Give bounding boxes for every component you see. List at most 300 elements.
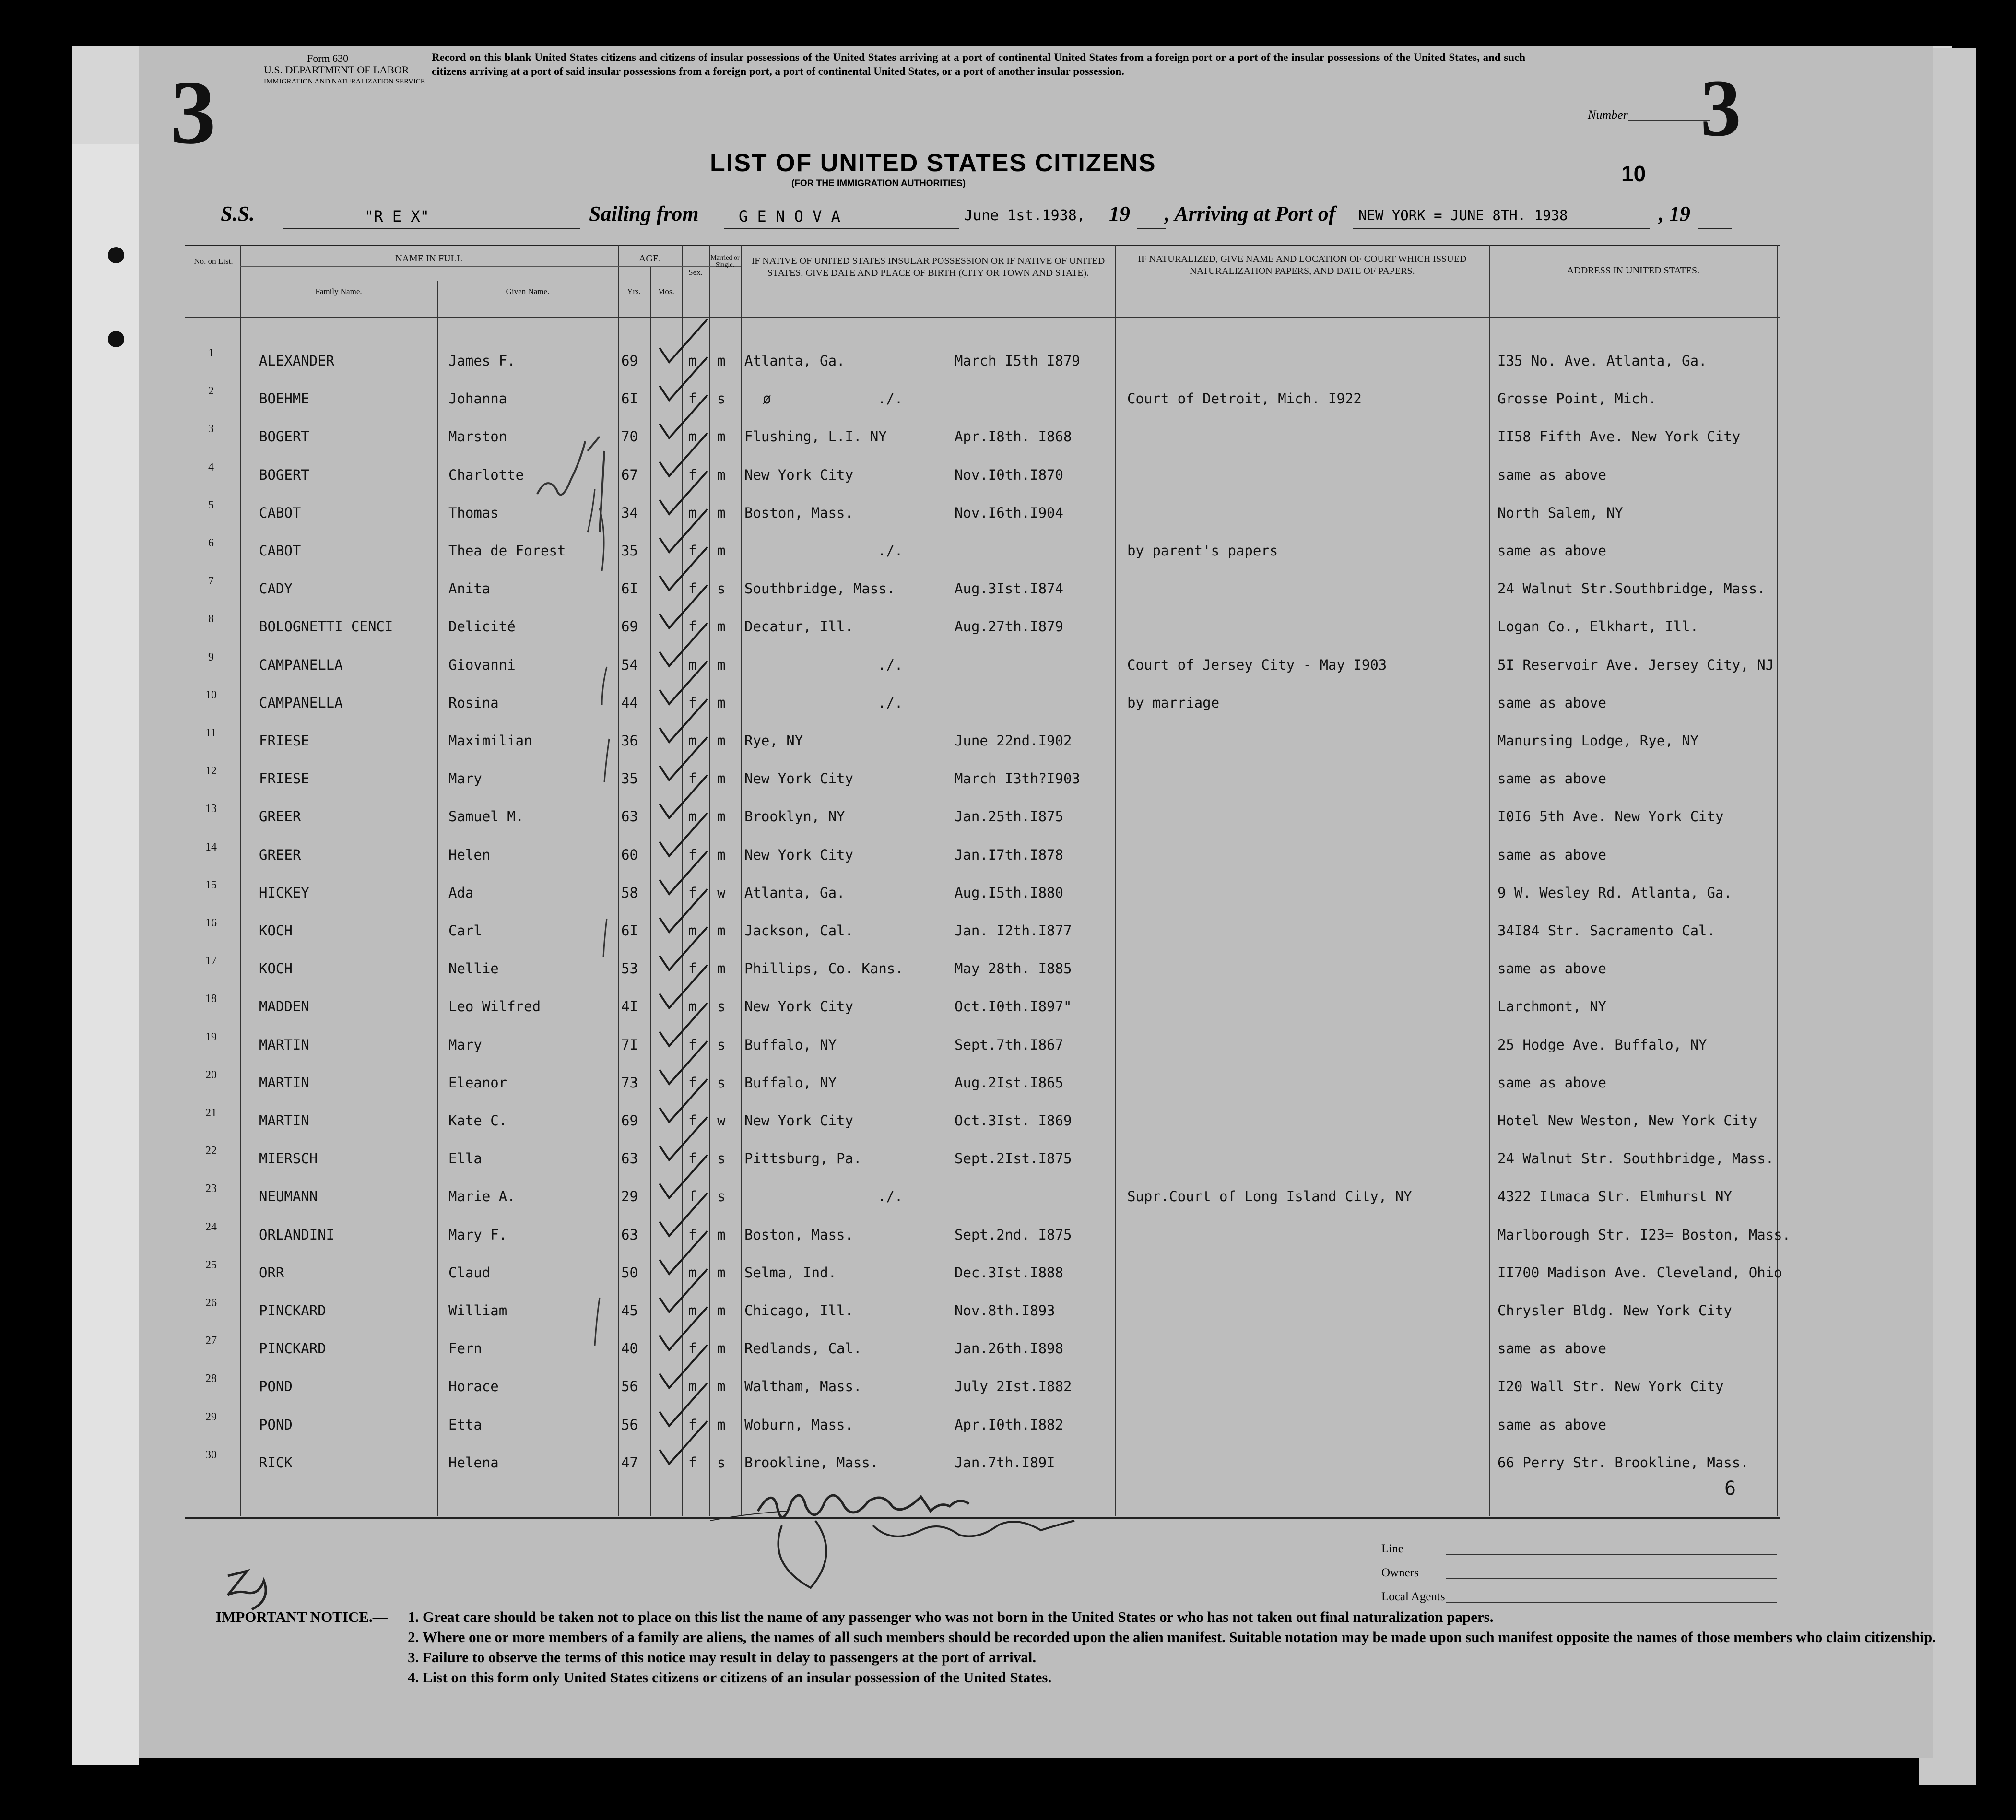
age-years: 6I [621,580,638,597]
birth-date: Jan.25th.I875 [955,808,1063,825]
line-label: Line [1381,1542,1403,1555]
year-prefix-1: 19 [1109,202,1130,225]
birth-place: New York City [744,998,853,1015]
form-number: Form 630 [307,52,349,64]
record-instructions: Record on this blank United States citizens and citizens of insular possessions of the United States arriving at a port of continental United States from a foreign port or a port of the insular possessions of the United States, and such citizens arriving at a port of said insular possessions from a foreign port, a port of continental United States, or a port of another insular possession. [432,51,1525,77]
age-years: 7I [621,1036,638,1053]
age-years: 60 [621,846,638,863]
col-given-name: Given Name. [506,287,550,296]
birth-place: Atlanta, Ga. [744,884,845,901]
address: I20 Wall Str. New York City [1497,1378,1724,1395]
birth-place: Phillips, Co. Kans. [744,960,904,977]
column-divider [741,245,742,1516]
check-mark [660,585,707,628]
birth-place: Buffalo, NY [744,1036,837,1053]
birth-date: Sept.2Ist.I875 [955,1150,1072,1167]
birth-date: Aug.27th.I879 [955,618,1063,635]
address: I35 No. Ave. Atlanta, Ga. [1497,353,1707,369]
row-number: 5 [208,498,214,511]
check-mark [660,1003,707,1046]
check-mark [660,1041,707,1084]
naturalization: Court of Jersey City - May I903 [1127,656,1387,673]
family-name: FRIESE [259,733,309,749]
given-name: Nellie [448,960,499,977]
row-number: 3 [208,423,214,436]
sex: m [688,1302,697,1319]
sex: m [688,808,697,825]
birth-date: Nov.I6th.I904 [955,504,1063,521]
service-name: IMMIGRATION AND NATURALIZATION SERVICE [264,78,425,85]
family-name: MARTIN [259,1074,309,1091]
birth-date: Nov.I0th.I870 [955,466,1063,483]
check-mark [660,1307,707,1350]
birth-date: Sept.7th.I867 [955,1036,1063,1053]
sheet-number-left: 3 [170,62,216,163]
punch-hole [108,247,124,263]
family-name: RICK [259,1454,293,1471]
address: 24 Walnut Str. Southbridge, Mass. [1497,1150,1774,1167]
marital-status: w [717,1112,726,1129]
address: same as above [1497,770,1606,787]
birth-date: Dec.3Ist.I888 [955,1264,1063,1281]
department-name: U.S. DEPARTMENT OF LABOR [264,64,409,76]
age-years: 69 [621,1112,638,1129]
birth-date: ./. [878,390,903,407]
birth-date: Aug.2Ist.I865 [955,1074,1063,1091]
given-name: Marston [448,428,507,445]
signature [710,1468,1142,1612]
page-number: 10 [1621,161,1646,186]
row-number: 15 [205,878,217,891]
address: 34I84 Str. Sacramento Cal. [1497,922,1715,939]
birth-place: New York City [744,466,853,483]
birth-place: Woburn, Mass. [744,1416,853,1433]
row-number: 25 [205,1258,217,1271]
port-from: G E N O V A [739,207,840,225]
check-mark [660,851,707,894]
sex: f [688,1036,697,1053]
row-number: 10 [205,688,217,701]
birth-date: ./. [878,1188,903,1205]
family-name: BOGERT [259,428,309,445]
col-address: ADDRESS IN UNITED STATES. [1567,265,1700,276]
check-mark [660,1231,707,1274]
family-name: MADDEN [259,998,309,1015]
row-number: 8 [208,613,214,626]
address: I0I6 5th Ave. New York City [1497,808,1724,825]
marital-status: m [717,1416,726,1433]
address: Larchmont, NY [1497,998,1606,1015]
marital-status: m [717,960,726,977]
row-number: 16 [205,917,217,929]
ship-underline [283,228,580,229]
age-years: 67 [621,466,638,483]
port-underline [724,228,959,229]
birth-place: Decatur, Ill. [744,618,853,635]
given-name: Mary [448,1036,482,1053]
address: 66 Perry Str. Brookline, Mass. [1497,1454,1749,1471]
birth-date: Sept.2nd. I875 [955,1226,1072,1243]
marital-status: s [717,998,726,1015]
given-name: Thea de Forest [448,543,566,559]
birth-place: New York City [744,846,853,863]
given-name: Thomas [448,504,499,521]
notice-item: 4. List on this form only United States citizens or citizens of an insular possession of the United States. [408,1669,1052,1686]
check-mark [660,357,707,400]
age-years: 40 [621,1340,638,1357]
col-married-single: Married or Single. [710,254,740,269]
address: Logan Co., Elkhart, Ill. [1497,618,1699,635]
col-name-in-full: NAME IN FULL [395,253,462,264]
given-name: Charlotte [448,466,524,483]
family-name: ALEXANDER [259,353,335,369]
header-subdivider [240,266,741,267]
family-name: PINCKARD [259,1302,326,1319]
check-mark [660,1079,707,1122]
naturalization: by parent's papers [1127,543,1278,559]
age-years: 54 [621,656,638,673]
family-name: CADY [259,580,293,597]
family-name: NEUMANN [259,1188,318,1205]
row-number: 12 [205,765,217,778]
sex: f [688,770,697,787]
age-years: 70 [621,428,638,445]
birth-place: New York City [744,1112,853,1129]
col-birth: IF NATIVE OF UNITED STATES INSULAR POSSESSION OR IF NATIVE OF UNITED STATES, GIVE DATE AND PLACE OF BIRTH (CITY OR TOWN AND STATE). [751,256,1105,278]
birth-place: Southbridge, Mass. [744,580,896,597]
column-divider [1489,245,1490,1516]
marital-status: s [717,1150,726,1167]
birth-place: Jackson, Cal. [744,922,853,939]
row-number: 30 [205,1448,217,1461]
check-mark [660,737,707,780]
address: 5I Reservoir Ave. Jersey City, NJ [1497,656,1774,673]
birth-date: July 2Ist.I882 [955,1378,1072,1395]
sex: m [688,353,697,369]
family-name: MIERSCH [259,1150,318,1167]
marital-status: m [717,808,726,825]
given-name: Etta [448,1416,482,1433]
check-mark [660,471,707,514]
address: same as above [1497,466,1606,483]
check-mark [660,433,707,476]
row-number: 29 [205,1410,217,1423]
row-number: 24 [205,1220,217,1233]
page-mark: 6 [1724,1477,1736,1500]
binding-strip [72,144,139,1765]
birth-date: ./. [878,543,903,559]
marital-status: m [717,618,726,635]
marital-status: m [717,1264,726,1281]
sex: f [688,846,697,863]
address: same as above [1497,846,1606,863]
notice-item: 3. Failure to observe the terms of this notice may result in delay to passengers at the port of arrival. [408,1649,1037,1666]
marital-status: s [717,1074,726,1091]
birth-place: Selma, Ind. [744,1264,837,1281]
given-name: Delicité [448,618,516,635]
family-name: BOEHME [259,390,309,407]
agents-underline [1446,1602,1777,1603]
sex: f [688,694,697,711]
birth-place: Rye, NY [744,733,803,749]
col-family-name: Family Name. [315,287,362,296]
given-name: Fern [448,1340,482,1357]
address: same as above [1497,543,1606,559]
column-divider [1115,245,1116,1516]
birth-date: Apr.I8th. I868 [955,428,1072,445]
naturalization: Court of Detroit, Mich. I922 [1127,390,1362,407]
birth-place: Boston, Mass. [744,1226,853,1243]
marital-status: m [717,1340,726,1357]
age-years: 47 [621,1454,638,1471]
row-number: 2 [208,385,214,398]
birth-place: Redlands, Cal. [744,1340,862,1357]
family-name: HICKEY [259,884,309,901]
family-name: POND [259,1416,293,1433]
check-mark [660,1345,707,1388]
family-name: CABOT [259,504,301,521]
birth-date: ./. [878,656,903,673]
birth-date: Oct.I0th.I897" [955,998,1072,1015]
sex: f [688,580,697,597]
address: same as above [1497,694,1606,711]
page-title: LIST OF UNITED STATES CITIZENS [710,149,1156,177]
notice-item: 2. Where one or more members of a family are aliens, the names of all such members should be recorded upon the alien manifest. Suitable notation may be made upon such manifest opposite the names of those members who claim citizenship. [408,1629,1936,1645]
given-name: Mary [448,770,482,787]
address: same as above [1497,1340,1606,1357]
birth-date: June 22nd.I902 [955,733,1072,749]
check-mark [660,1117,707,1160]
birth-place: New York City [744,770,853,787]
check-mark [660,1383,707,1426]
birth-date: Oct.3Ist. I869 [955,1112,1072,1129]
birth-date: March I5th I879 [955,353,1080,369]
year-prefix-2: , 19 [1659,202,1690,225]
age-years: 6I [621,922,638,939]
check-mark [660,927,707,970]
row-number: 18 [205,993,217,1005]
age-years: 36 [621,733,638,749]
address: Hotel New Weston, New York City [1497,1112,1757,1129]
given-name: Anita [448,580,491,597]
row-number: 11 [205,727,217,739]
address: II700 Madison Ave. Cleveland, Ohio [1497,1264,1782,1281]
marital-status: m [717,1378,726,1395]
marital-status: s [717,1454,726,1471]
row-number: 6 [208,537,214,549]
check-mark [660,395,707,438]
given-name: Ada [448,884,474,901]
family-name: CAMPANELLA [259,694,343,711]
agents-label: Local Agents [1381,1590,1445,1603]
age-years: 58 [621,884,638,901]
pencil-bracket [595,504,614,576]
age-years: 6I [621,390,638,407]
marital-status: m [717,504,726,521]
column-divider [1777,245,1778,1516]
form-info [264,53,425,87]
sex: f [688,884,697,901]
birth-place: Waltham, Mass. [744,1378,862,1395]
sex: f [688,1112,697,1129]
sex: f [688,1150,697,1167]
marital-status: m [717,1302,726,1319]
sailing-label: Sailing from [589,202,699,225]
address: 4322 Itmaca Str. Elmhurst NY [1497,1188,1732,1205]
check-mark [660,1421,707,1464]
marital-status: m [717,694,726,711]
marital-status: s [717,390,726,407]
check-mark [660,1193,707,1236]
family-name: MARTIN [259,1036,309,1053]
year-underline-2 [1698,228,1732,229]
birth-place: Atlanta, Ga. [744,353,845,369]
sex: m [688,1378,697,1395]
marital-status: m [717,428,726,445]
given-name: Leo Wilfred [448,998,541,1015]
col-age: AGE. [638,253,661,264]
check-mark [660,661,707,704]
naturalization: by marriage [1127,694,1220,711]
age-years: 73 [621,1074,638,1091]
sex: m [688,1264,697,1281]
marital-status: s [717,1036,726,1053]
birth-date: Jan.7th.I89I [955,1454,1055,1471]
family-name: ORLANDINI [259,1226,335,1243]
row-number: 27 [205,1335,217,1347]
row-number: 22 [205,1145,217,1158]
birth-place: Boston, Mass. [744,504,853,521]
birth-place: ø [763,390,771,407]
row-number: 19 [205,1030,217,1043]
age-years: 63 [621,1226,638,1243]
sex: f [688,1226,697,1243]
marital-status: m [717,1226,726,1243]
age-years: 4I [621,998,638,1015]
pencil-bracket [595,662,614,710]
col-mos: Mos. [658,287,674,296]
col-yrs: Yrs. [627,287,641,296]
address: same as above [1497,960,1606,977]
marital-status: m [717,656,726,673]
given-name: Carl [448,922,482,939]
row-number: 1 [208,347,214,359]
owners-label: Owners [1381,1566,1419,1579]
age-years: 63 [621,808,638,825]
row-number: 4 [208,461,214,473]
date-from: June 1st.1938, [964,207,1085,224]
sex: f [688,466,697,483]
birth-date: Nov.8th.I893 [955,1302,1055,1319]
col-naturalized: IF NATURALIZED, GIVE NAME AND LOCATION OF COURT WHICH ISSUED NATURALIZATION PAPERS, AND DATE OF PAPERS. [1138,254,1467,276]
given-name: Mary F. [448,1226,507,1243]
row-number: 17 [205,955,217,968]
check-mark [660,1155,707,1198]
given-name: Samuel M. [448,808,524,825]
family-name: ORR [259,1264,284,1281]
number-line [1628,120,1710,121]
birth-place: Flushing, L.I. NY [744,428,887,445]
notice-item: 1. Great care should be taken not to place on this list the name of any passenger who was not born in the United States or who has not taken out final naturalization papers. [408,1608,1494,1625]
sex: m [688,998,697,1015]
row-number: 20 [205,1068,217,1081]
given-name: Giovanni [448,656,516,673]
col-no-on-list: No. on List. [194,257,233,266]
family-name: BOLOGNETTI CENCI [259,618,393,635]
given-name: Helen [448,846,491,863]
family-name: CABOT [259,543,301,559]
col-sex: Sex. [688,268,703,277]
age-years: 44 [621,694,638,711]
family-name: PINCKARD [259,1340,326,1357]
check-mark [660,1269,707,1312]
age-years: 56 [621,1378,638,1395]
given-name: Ella [448,1150,482,1167]
column-divider [437,281,438,1516]
check-mark [660,889,707,932]
check-marks [643,317,719,1497]
given-name: James F. [448,353,516,369]
age-years: 50 [621,1264,638,1281]
marital-status: m [717,353,726,369]
given-name: Eleanor [448,1074,507,1091]
check-mark [660,775,707,818]
check-mark [660,699,707,742]
row-number: 7 [208,575,214,588]
birth-date: ./. [878,694,903,711]
sex: m [688,922,697,939]
pencil-bracket [588,1293,607,1350]
check-mark [660,813,707,856]
age-years: 35 [621,770,638,787]
age-years: 69 [621,618,638,635]
address: same as above [1497,1074,1606,1091]
row-number: 21 [205,1107,217,1119]
marital-status: m [717,770,726,787]
arrival-underline [1353,228,1650,229]
birth-date: Aug.3Ist.I874 [955,580,1063,597]
marital-status: m [717,466,726,483]
line-underline [1446,1554,1777,1555]
row-number: 14 [205,840,217,853]
owners-underline [1446,1578,1777,1579]
birth-date: May 28th. I885 [955,960,1072,977]
age-years: 63 [621,1150,638,1167]
check-mark [660,547,707,590]
given-name: William [448,1302,507,1319]
column-divider [240,245,241,1516]
family-name: KOCH [259,922,293,939]
birth-date: Jan. I2th.I877 [955,922,1072,939]
sex: m [688,656,697,673]
address: 24 Walnut Str.Southbridge, Mass. [1497,580,1766,597]
marital-status: w [717,884,726,901]
check-mark [660,623,707,666]
given-name: Helena [448,1454,499,1471]
sex: m [688,428,697,445]
marital-status: m [717,543,726,559]
family-name: MARTIN [259,1112,309,1129]
arriving-label: , Arriving at Port of [1165,202,1336,225]
birth-date: March I3th?I903 [955,770,1080,787]
sex: f [688,543,697,559]
check-mark [660,509,707,552]
row-number: 9 [208,650,214,663]
row-number: 28 [205,1372,217,1385]
year-underline-1 [1137,228,1166,229]
family-name: GREER [259,846,301,863]
sex: f [688,618,697,635]
